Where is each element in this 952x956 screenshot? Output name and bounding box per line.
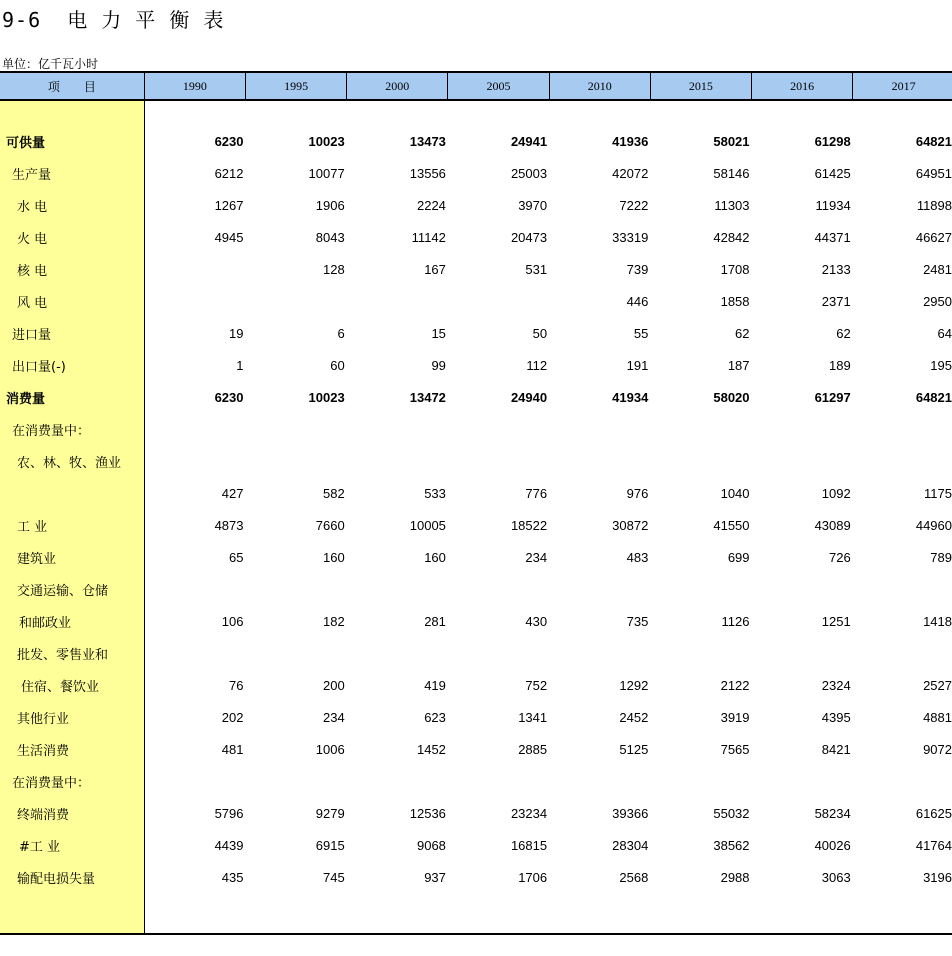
value-cell: 427 (221, 485, 244, 501)
value-cell: 7222 (619, 197, 649, 213)
value-cell: 11898 (916, 197, 952, 213)
value-cell: 61425 (814, 165, 851, 181)
value-cell: 789 (930, 549, 952, 565)
value-cell (144, 413, 245, 445)
table-row (0, 861, 952, 893)
value-cell: 7565 (720, 741, 750, 757)
cell (144, 100, 245, 125)
value-cell: 3919 (720, 709, 750, 725)
table-row (0, 477, 952, 509)
value-cell: 7660 (315, 517, 345, 533)
value-cell: 6230 (214, 389, 244, 405)
table-row (0, 637, 952, 669)
value-cell: 726 (829, 549, 851, 565)
value-cell (752, 445, 853, 477)
value-cell: 19 (229, 325, 244, 341)
value-cell: 60 (330, 357, 345, 373)
value-cell: 1126 (721, 613, 750, 629)
value-cell: 9068 (416, 837, 446, 853)
value-cell: 62 (735, 325, 750, 341)
value-cell: 24940 (510, 389, 548, 405)
value-cell: 1906 (315, 197, 345, 213)
value-cell: 160 (323, 549, 345, 565)
value-cell: 58020 (713, 389, 750, 405)
row-label: 在消费量中： (0, 765, 144, 797)
row-label: 可供量 (0, 125, 144, 157)
value-cell: 167 (424, 261, 446, 277)
value-cell: 2371 (821, 293, 851, 309)
cell (448, 893, 549, 934)
row-label: 建筑业 (0, 541, 144, 573)
value-cell (144, 765, 245, 797)
value-cell: 15 (431, 325, 446, 341)
value-cell: 735 (626, 613, 649, 629)
row-label: 进口量 (0, 317, 144, 349)
value-cell: 8043 (315, 229, 345, 245)
value-cell (549, 765, 650, 797)
value-cell: 13556 (409, 165, 446, 181)
value-cell: 6212 (214, 165, 244, 181)
header-year: 2017 (853, 72, 952, 100)
value-cell (246, 573, 347, 605)
value-cell: 38562 (713, 837, 750, 853)
value-cell (246, 445, 347, 477)
value-cell: 99 (431, 357, 446, 373)
value-cell: 752 (525, 677, 548, 693)
value-cell: 50 (532, 325, 548, 341)
row-label: 生产量 (0, 157, 144, 189)
table-row (0, 733, 952, 765)
value-cell: 200 (323, 677, 345, 693)
cell (650, 100, 751, 125)
value-cell (853, 445, 952, 477)
cell (347, 893, 448, 934)
value-cell (246, 285, 347, 317)
value-cell: 41550 (713, 517, 750, 533)
value-cell: 1175 (924, 485, 952, 501)
value-cell (853, 413, 952, 445)
cell (246, 100, 347, 125)
value-cell: 1251 (821, 613, 851, 629)
table-row (0, 669, 952, 701)
row-label: 工 业 (0, 509, 144, 541)
value-cell: 234 (323, 709, 345, 725)
value-cell: 191 (626, 357, 649, 373)
row-label: 农、林、牧、渔业 (0, 445, 144, 477)
value-cell: 8421 (821, 741, 851, 757)
value-cell (144, 573, 245, 605)
value-cell (246, 637, 347, 669)
value-cell: 1092 (821, 485, 851, 501)
value-cell (853, 637, 952, 669)
value-cell: 481 (221, 741, 244, 757)
value-cell: 1267 (214, 197, 244, 213)
cell (246, 893, 347, 934)
value-cell (549, 413, 650, 445)
value-cell: 64 (937, 325, 952, 341)
value-cell: 18522 (510, 517, 548, 533)
row-label: 批发、零售业和 (0, 637, 144, 669)
value-cell: 1 (236, 357, 244, 373)
value-cell (448, 413, 549, 445)
value-cell: 33319 (612, 229, 649, 245)
value-cell: 160 (424, 549, 446, 565)
value-cell: 4945 (214, 229, 244, 245)
value-cell: 2481 (923, 261, 952, 277)
value-cell: 106 (221, 613, 244, 629)
value-cell: 9072 (923, 741, 952, 757)
value-cell: 483 (626, 549, 649, 565)
value-cell: 11934 (815, 197, 851, 213)
row-label: 终端消费 (0, 797, 144, 829)
value-cell (752, 637, 853, 669)
value-cell: 2133 (821, 261, 851, 277)
value-cell: 976 (626, 485, 649, 501)
value-cell: 10077 (308, 165, 345, 181)
value-cell: 745 (323, 869, 345, 885)
value-cell: 234 (525, 549, 548, 565)
value-cell: 46627 (915, 229, 952, 245)
power-balance-table (0, 71, 952, 935)
value-cell: 44371 (814, 229, 851, 245)
value-cell: 58234 (814, 805, 851, 821)
value-cell: 128 (323, 261, 345, 277)
value-cell: 6915 (315, 837, 345, 853)
value-cell: 64821 (915, 389, 952, 405)
value-cell: 582 (323, 485, 345, 501)
value-cell (448, 285, 549, 317)
value-cell (144, 285, 245, 317)
table-row (0, 285, 952, 317)
row-label: 火 电 (0, 221, 144, 253)
value-cell (448, 765, 549, 797)
table-row (0, 381, 952, 413)
value-cell: 937 (424, 869, 446, 885)
value-cell: 41936 (612, 133, 649, 149)
value-cell: 776 (525, 485, 548, 501)
header-year: 2000 (347, 72, 448, 100)
row-label: 输配电损失量 (0, 861, 144, 893)
value-cell (347, 285, 448, 317)
value-cell: 16815 (510, 837, 548, 853)
table-row (0, 701, 952, 733)
value-cell: 1706 (518, 869, 548, 885)
cell (752, 893, 853, 934)
row-label: 水 电 (0, 189, 144, 221)
value-cell: 20473 (510, 229, 548, 245)
row-label (0, 100, 144, 125)
value-cell (144, 253, 245, 285)
table-row (0, 221, 952, 253)
cell (549, 100, 650, 125)
cell (347, 100, 448, 125)
header-year: 2015 (650, 72, 751, 100)
value-cell (347, 765, 448, 797)
value-cell: 23234 (510, 805, 548, 821)
cell (448, 100, 549, 125)
value-cell (549, 637, 650, 669)
row-label (0, 477, 144, 509)
row-label: 在消费量中： (0, 413, 144, 445)
value-cell: 24941 (510, 133, 548, 149)
value-cell: 2568 (619, 869, 649, 885)
table-row (0, 509, 952, 541)
cell (853, 893, 952, 934)
cell (853, 100, 952, 125)
header-year: 1995 (246, 72, 347, 100)
value-cell: 6230 (214, 133, 244, 149)
value-cell: 4873 (214, 517, 244, 533)
value-cell: 187 (727, 357, 750, 373)
table-row (0, 413, 952, 445)
value-cell (448, 573, 549, 605)
value-cell: 42842 (713, 229, 750, 245)
value-cell: 64951 (915, 165, 952, 181)
value-cell: 43089 (814, 517, 851, 533)
value-cell: 65 (229, 549, 244, 565)
value-cell (549, 573, 650, 605)
value-cell: 699 (727, 549, 750, 565)
value-cell: 62 (836, 325, 851, 341)
value-cell (448, 445, 549, 477)
row-label: 交通运输、仓储 (0, 573, 144, 605)
value-cell: 61625 (915, 805, 952, 821)
value-cell: 435 (221, 869, 244, 885)
value-cell: 4881 (923, 709, 952, 725)
value-cell (752, 413, 853, 445)
value-cell (144, 637, 245, 669)
header-year: 2010 (549, 72, 650, 100)
value-cell: 5125 (619, 741, 649, 757)
value-cell: 2988 (720, 869, 750, 885)
value-cell: 2224 (416, 197, 446, 213)
value-cell: 10023 (308, 389, 345, 405)
unit-label: 单位：亿千瓦小时 (2, 57, 99, 71)
value-cell: 13472 (409, 389, 446, 405)
row-label: 生活消费 (0, 733, 144, 765)
value-cell (853, 765, 952, 797)
value-cell: 40026 (814, 837, 851, 853)
value-cell (246, 413, 347, 445)
value-cell: 2324 (821, 677, 851, 693)
table-row (0, 445, 952, 477)
value-cell (650, 413, 751, 445)
value-cell: 11142 (411, 229, 446, 245)
value-cell: 202 (221, 709, 244, 725)
value-cell: 64821 (915, 133, 952, 149)
value-cell: 10023 (308, 133, 345, 149)
value-cell: 61298 (814, 133, 851, 149)
table-row (0, 157, 952, 189)
row-label: #工 业 (0, 829, 144, 861)
value-cell: 55 (633, 325, 649, 341)
value-cell: 3196 (923, 869, 952, 885)
value-cell (347, 445, 448, 477)
row-label: 风 电 (0, 285, 144, 317)
value-cell: 189 (829, 357, 851, 373)
value-cell: 13473 (409, 133, 446, 149)
table-row (0, 797, 952, 829)
cell (752, 100, 853, 125)
value-cell: 112 (526, 357, 548, 373)
table-row (0, 349, 952, 381)
value-cell: 1292 (619, 677, 649, 693)
row-label (0, 893, 144, 934)
value-cell: 531 (525, 261, 548, 277)
row-label: 出口量(-) (0, 349, 144, 381)
value-cell: 419 (424, 677, 446, 693)
value-cell: 25003 (510, 165, 548, 181)
value-cell: 41934 (612, 389, 649, 405)
value-cell: 1418 (923, 613, 952, 629)
row-label: 和邮政业 (0, 605, 144, 637)
table-row (0, 317, 952, 349)
value-cell: 2950 (923, 293, 952, 309)
row-label: 住宿、餐饮业 (0, 669, 144, 701)
value-cell (650, 445, 751, 477)
page-title: 9-6 电 力 平 衡 表 (2, 8, 225, 32)
table-row (0, 765, 952, 797)
value-cell: 61297 (814, 389, 851, 405)
value-cell (752, 765, 853, 797)
header-year: 2005 (448, 72, 549, 100)
value-cell (347, 573, 448, 605)
table-row (0, 829, 952, 861)
value-cell: 623 (424, 709, 446, 725)
table-row (0, 541, 952, 573)
row-label: 消费量 (0, 381, 144, 413)
value-cell: 10005 (409, 517, 446, 533)
value-cell: 3970 (518, 197, 548, 213)
header-row (0, 72, 952, 100)
value-cell: 6 (337, 325, 345, 341)
cell (549, 893, 650, 934)
table-row (0, 253, 952, 285)
value-cell: 11303 (714, 197, 750, 213)
value-cell (650, 573, 751, 605)
value-cell: 58021 (713, 133, 750, 149)
value-cell: 533 (424, 485, 446, 501)
value-cell: 55032 (713, 805, 750, 821)
value-cell: 1040 (720, 485, 750, 501)
table-row (0, 125, 952, 157)
value-cell: 1341 (518, 709, 548, 725)
value-cell: 44960 (915, 517, 952, 533)
value-cell (347, 413, 448, 445)
table-row (0, 605, 952, 637)
value-cell: 3063 (821, 869, 851, 885)
value-cell: 9279 (315, 805, 345, 821)
value-cell: 182 (323, 613, 345, 629)
value-cell: 1006 (315, 741, 345, 757)
value-cell: 39366 (612, 805, 649, 821)
value-cell: 430 (525, 613, 548, 629)
value-cell: 41764 (915, 837, 952, 853)
cell (650, 893, 751, 934)
value-cell: 30872 (612, 517, 649, 533)
value-cell (650, 765, 751, 797)
header-item: 项 目 (0, 72, 144, 100)
cell (144, 893, 245, 934)
value-cell: 195 (930, 357, 952, 373)
value-cell: 739 (626, 261, 649, 277)
value-cell (448, 637, 549, 669)
value-cell: 2527 (923, 677, 952, 693)
value-cell: 12536 (409, 805, 446, 821)
value-cell (752, 573, 853, 605)
value-cell: 2452 (619, 709, 649, 725)
tail-row (0, 893, 952, 934)
value-cell: 1858 (720, 293, 750, 309)
spacer-row (0, 100, 952, 125)
header-year: 1990 (144, 72, 245, 100)
value-cell: 446 (626, 293, 649, 309)
value-cell (549, 445, 650, 477)
table-row (0, 189, 952, 221)
value-cell: 281 (424, 613, 446, 629)
value-cell: 4439 (214, 837, 244, 853)
header-year: 2016 (752, 72, 853, 100)
value-cell: 76 (229, 677, 244, 693)
value-cell: 4395 (821, 709, 851, 725)
value-cell (853, 573, 952, 605)
table-row (0, 573, 952, 605)
row-label: 核 电 (0, 253, 144, 285)
row-label: 其他行业 (0, 701, 144, 733)
value-cell (246, 765, 347, 797)
value-cell: 58146 (713, 165, 750, 181)
value-cell (144, 445, 245, 477)
value-cell (650, 637, 751, 669)
value-cell: 1452 (416, 741, 446, 757)
value-cell: 1708 (720, 261, 750, 277)
value-cell: 5796 (214, 805, 244, 821)
value-cell: 2122 (720, 677, 750, 693)
value-cell: 28304 (612, 837, 649, 853)
value-cell: 2885 (518, 741, 548, 757)
value-cell: 42072 (612, 165, 649, 181)
value-cell (347, 637, 448, 669)
